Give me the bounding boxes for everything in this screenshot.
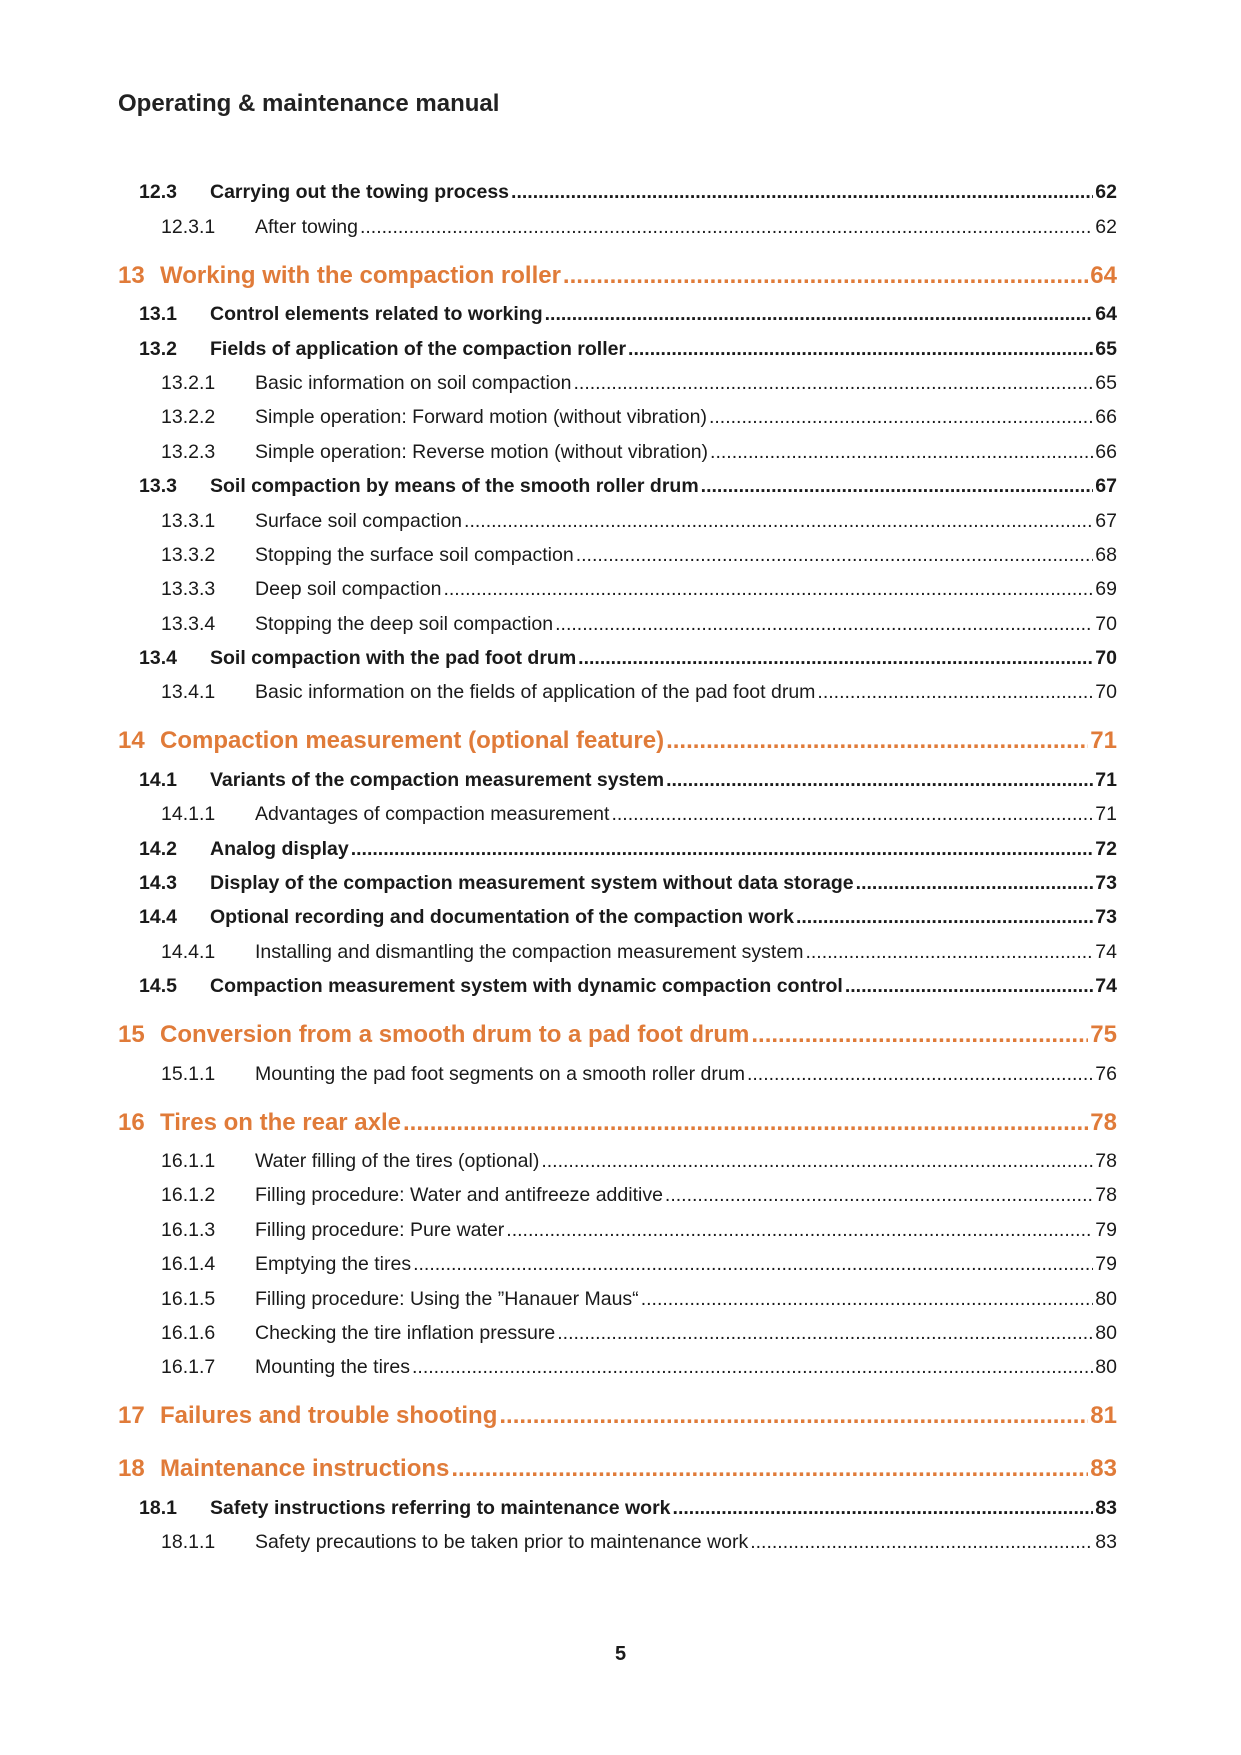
toc-entry-number: 13.3 <box>139 475 177 498</box>
toc-entry-title: Filling procedure: Water and antifreeze additive <box>255 1184 663 1207</box>
toc-entry-page-number: 65 <box>1095 371 1117 394</box>
toc-entry-subsection[interactable] <box>118 1057 1117 1091</box>
toc-entry-subsection[interactable] <box>118 210 1117 244</box>
toc-entry-section[interactable] <box>118 832 1117 866</box>
toc-entry-section[interactable] <box>118 970 1117 1004</box>
toc-entry-number: 18.1.1 <box>161 1531 216 1554</box>
dot-leader <box>511 181 1093 204</box>
toc-entry-line <box>160 1402 1117 1430</box>
toc-entry-line <box>255 216 1117 239</box>
toc-entry-title: Stopping the deep soil compaction <box>255 612 554 635</box>
toc-entry-line <box>210 181 1117 204</box>
toc-entry-line <box>210 906 1117 929</box>
toc-entry-subsection[interactable] <box>118 1213 1117 1247</box>
dot-leader <box>805 941 1093 964</box>
toc-entry-subsection[interactable] <box>118 1317 1117 1351</box>
toc-entry-page-number: 81 <box>1090 1402 1117 1430</box>
toc-entry-subsection[interactable] <box>118 1282 1117 1316</box>
dot-leader <box>545 303 1094 326</box>
dot-leader <box>578 647 1093 670</box>
toc-entry-line <box>255 1219 1117 1242</box>
toc-entry-page-number: 80 <box>1095 1356 1117 1379</box>
toc-entry-number: 17 <box>118 1402 145 1430</box>
dot-leader <box>856 872 1094 895</box>
toc-entry-title: Surface soil compaction <box>255 509 463 532</box>
toc-entry-line <box>255 1322 1117 1345</box>
toc-entry-subsection[interactable] <box>118 1145 1117 1179</box>
toc-entry-page-number: 71 <box>1090 727 1117 755</box>
toc-entry-number: 13.1 <box>139 303 177 326</box>
toc-entry-line <box>210 475 1117 498</box>
toc-entry-title: Maintenance instructions <box>160 1455 450 1483</box>
toc-entry-line <box>255 613 1117 636</box>
toc-entry-number: 16.1.5 <box>161 1287 216 1310</box>
toc-entry-line <box>210 769 1117 792</box>
toc-entry-title: Simple operation: Forward motion (without vibration) <box>255 406 707 429</box>
toc-entry-number: 16.1.6 <box>161 1321 216 1344</box>
toc-entry-page-number: 68 <box>1095 543 1117 566</box>
toc-entry-section[interactable] <box>118 1491 1117 1525</box>
dot-leader <box>666 727 1088 755</box>
toc-entry-title: Soil compaction with the pad foot drum <box>210 647 577 670</box>
toc-entry-section[interactable] <box>118 332 1117 366</box>
toc-entry-page-number: 65 <box>1095 337 1117 360</box>
dot-leader <box>412 1356 1093 1379</box>
toc-entry-page-number: 73 <box>1095 872 1117 895</box>
toc-entry-page-number: 83 <box>1095 1531 1117 1554</box>
toc-entry-number: 15 <box>118 1021 145 1049</box>
toc-entry-title: After towing <box>255 215 358 238</box>
dot-leader <box>541 1150 1093 1173</box>
dot-leader <box>555 613 1093 636</box>
toc-entry-title: Advantages of compaction measurement <box>255 803 610 826</box>
toc-entry-page-number: 71 <box>1095 803 1117 826</box>
toc-entry-title: Fields of application of the compaction roller <box>210 337 627 360</box>
toc-entry-chapter[interactable] <box>118 1004 1117 1057</box>
toc-entry-line <box>210 303 1117 326</box>
toc-entry-line <box>255 803 1117 826</box>
toc-entry-line <box>255 441 1117 464</box>
toc-entry-page-number: 74 <box>1095 940 1117 963</box>
toc-entry-page-number: 67 <box>1095 509 1117 532</box>
toc-entry-title: Deep soil compaction <box>255 578 442 601</box>
toc-entry-section[interactable] <box>118 298 1117 332</box>
toc-entry-title: Working with the compaction roller <box>160 261 561 289</box>
toc-entry-page-number: 66 <box>1095 406 1117 429</box>
toc-entry-page-number: 64 <box>1090 261 1117 289</box>
toc-entry-number: 14.5 <box>139 975 177 998</box>
toc-entry-title: Safety precautions to be taken prior to maintenance work <box>255 1531 749 1554</box>
page-number: 5 <box>614 1643 627 1665</box>
toc-entry-page-number: 83 <box>1095 1496 1117 1519</box>
toc-entry-title: Compaction measurement system with dynamic compaction control <box>210 975 843 998</box>
toc-entry-page-number: 80 <box>1095 1321 1117 1344</box>
toc-entry-chapter[interactable] <box>118 1092 1117 1145</box>
toc-entry-number: 14.3 <box>139 872 177 895</box>
toc-entry-page-number: 70 <box>1095 647 1117 670</box>
toc-entry-title: Installing and dismantling the compaction measurement system <box>255 940 804 963</box>
toc-entry-number: 14.4.1 <box>161 940 216 963</box>
toc-entry-title: Carrying out the towing process <box>210 181 510 204</box>
toc-entry-line <box>160 1455 1117 1483</box>
toc-entry-title: Failures and trouble shooting <box>160 1402 498 1430</box>
toc-entry-subsection[interactable] <box>118 676 1117 710</box>
toc-entry-line <box>160 1021 1117 1049</box>
dot-leader <box>351 838 1094 861</box>
toc-entry-page-number: 78 <box>1095 1184 1117 1207</box>
toc-entry-number: 16.1.2 <box>161 1184 216 1207</box>
dot-leader <box>751 1021 1088 1049</box>
toc-entry-subsection[interactable] <box>118 435 1117 469</box>
dot-leader <box>360 216 1093 239</box>
toc-entry-line <box>255 1150 1117 1173</box>
toc-entry-title: Soil compaction by means of the smooth roller drum <box>210 475 699 498</box>
toc-entry-number: 13.4.1 <box>161 681 216 704</box>
toc-entry-section[interactable] <box>118 763 1117 797</box>
toc-entry-chapter[interactable] <box>118 1385 1117 1438</box>
toc-entry-title: Stopping the surface soil compaction <box>255 543 574 566</box>
toc-entry-line <box>210 1497 1117 1520</box>
toc-entry-page-number: 72 <box>1095 837 1117 860</box>
dot-leader <box>845 975 1093 998</box>
toc-entry-subsection[interactable] <box>118 607 1117 641</box>
toc-entry-title: Mounting the pad foot segments on a smooth roller drum <box>255 1062 745 1085</box>
toc-entry-line <box>255 1184 1117 1207</box>
toc-entry-number: 16.1.3 <box>161 1218 216 1241</box>
toc-entry-subsection[interactable] <box>118 1526 1117 1560</box>
dot-leader <box>666 769 1093 792</box>
toc-entry-title: Tires on the rear axle <box>160 1108 402 1136</box>
toc-entry-number: 16 <box>118 1108 145 1136</box>
toc-entry-page-number: 75 <box>1090 1021 1117 1049</box>
toc-entry-subsection[interactable] <box>118 401 1117 435</box>
table-of-contents <box>118 176 1117 1560</box>
dot-leader <box>641 1288 1094 1311</box>
toc-entry-number: 13.2 <box>139 337 177 360</box>
toc-entry-section[interactable] <box>118 176 1117 210</box>
toc-entry-line <box>255 510 1117 533</box>
toc-entry-number: 14.4 <box>139 906 177 929</box>
toc-entry-number: 13.3.3 <box>161 578 216 601</box>
toc-entry-line <box>210 338 1117 361</box>
toc-entry-line <box>210 647 1117 670</box>
toc-entry-number: 13.2.3 <box>161 440 216 463</box>
toc-entry-subsection[interactable] <box>118 798 1117 832</box>
dot-leader <box>563 262 1088 290</box>
toc-entry-number: 16.1.4 <box>161 1253 216 1276</box>
toc-entry-number: 14.1.1 <box>161 803 216 826</box>
toc-entry-number: 12.3.1 <box>161 215 216 238</box>
toc-entry-page-number: 83 <box>1090 1455 1117 1483</box>
toc-entry-title: Checking the tire inflation pressure <box>255 1321 556 1344</box>
toc-entry-subsection[interactable] <box>118 1179 1117 1213</box>
toc-entry-number: 13.2.1 <box>161 371 216 394</box>
toc-entry-section[interactable] <box>118 867 1117 901</box>
toc-entry-line <box>255 681 1117 704</box>
dot-leader <box>611 803 1093 826</box>
dot-leader <box>413 1253 1093 1276</box>
toc-entry-number: 16.1.7 <box>161 1356 216 1379</box>
toc-entry-page-number: 71 <box>1095 768 1117 791</box>
dot-leader <box>576 544 1094 567</box>
dot-leader <box>817 681 1093 704</box>
dot-leader <box>506 1219 1093 1242</box>
toc-entry-number: 18 <box>118 1455 145 1483</box>
toc-entry-title: Variants of the compaction measurement system <box>210 768 665 791</box>
toc-entry-title: Mounting the tires <box>255 1356 411 1379</box>
toc-entry-title: Safety instructions referring to maintenance work <box>210 1496 671 1519</box>
toc-entry-line <box>255 578 1117 601</box>
toc-entry-page-number: 78 <box>1095 1149 1117 1172</box>
toc-entry-page-number: 62 <box>1095 215 1117 238</box>
dot-leader <box>451 1455 1088 1483</box>
toc-entry-page-number: 70 <box>1095 681 1117 704</box>
toc-entry-subsection[interactable] <box>118 539 1117 573</box>
toc-entry-title: Emptying the tires <box>255 1253 412 1276</box>
toc-entry-page-number: 73 <box>1095 906 1117 929</box>
toc-entry-page-number: 64 <box>1095 303 1117 326</box>
toc-entry-line <box>210 838 1117 861</box>
toc-entry-title: Compaction measurement (optional feature) <box>160 727 665 755</box>
toc-entry-line <box>255 406 1117 429</box>
toc-entry-section[interactable] <box>118 470 1117 504</box>
dot-leader <box>464 510 1093 533</box>
toc-entry-line <box>160 262 1117 290</box>
toc-entry-subsection[interactable] <box>118 1248 1117 1282</box>
dot-leader <box>628 338 1093 361</box>
toc-entry-number: 13.3.4 <box>161 612 216 635</box>
toc-entry-line <box>160 727 1117 755</box>
toc-entry-subsection[interactable] <box>118 1351 1117 1385</box>
toc-entry-number: 12.3 <box>139 181 177 204</box>
toc-entry-page-number: 62 <box>1095 181 1117 204</box>
toc-entry-title: Basic information on soil compaction <box>255 371 572 394</box>
toc-entry-page-number: 78 <box>1090 1108 1117 1136</box>
dot-leader <box>747 1063 1093 1086</box>
dot-leader <box>796 906 1093 929</box>
dot-leader <box>574 372 1094 395</box>
toc-entry-number: 16.1.1 <box>161 1149 216 1172</box>
toc-entry-title: Display of the compaction measurement system without data storage <box>210 872 854 895</box>
dot-leader <box>673 1497 1094 1520</box>
dot-leader <box>403 1109 1088 1137</box>
toc-entry-page-number: 74 <box>1095 975 1117 998</box>
toc-entry-page-number: 76 <box>1095 1062 1117 1085</box>
toc-entry-line <box>255 941 1117 964</box>
toc-entry-title: Simple operation: Reverse motion (without vibration) <box>255 440 709 463</box>
toc-entry-title: Analog display <box>210 837 349 860</box>
toc-entry-number: 14 <box>118 727 145 755</box>
dot-leader <box>557 1322 1093 1345</box>
toc-entry-line <box>255 1356 1117 1379</box>
toc-entry-title: Control elements related to working <box>210 303 543 326</box>
toc-entry-subsection[interactable] <box>118 504 1117 538</box>
toc-entry-line <box>255 372 1117 395</box>
toc-entry-page-number: 80 <box>1095 1287 1117 1310</box>
dot-leader <box>750 1531 1093 1554</box>
toc-entry-title: Basic information on the fields of application of the pad foot drum <box>255 681 816 704</box>
toc-entry-line <box>255 1063 1117 1086</box>
toc-entry-page-number: 79 <box>1095 1218 1117 1241</box>
toc-entry-title: Filling procedure: Pure water <box>255 1218 505 1241</box>
dot-leader <box>665 1184 1093 1207</box>
toc-entry-section[interactable] <box>118 901 1117 935</box>
toc-entry-number: 13.4 <box>139 647 177 670</box>
dot-leader <box>710 441 1093 464</box>
toc-entry-line <box>255 1253 1117 1276</box>
toc-entry-subsection[interactable] <box>118 367 1117 401</box>
toc-entry-chapter[interactable] <box>118 710 1117 763</box>
toc-entry-line <box>210 872 1117 895</box>
document-header-title: Operating & maintenance manual <box>118 90 500 117</box>
toc-entry-line <box>255 1531 1117 1554</box>
toc-entry-number: 13.3.1 <box>161 509 216 532</box>
toc-entry-line <box>255 544 1117 567</box>
toc-entry-subsection[interactable] <box>118 573 1117 607</box>
toc-entry-title: Conversion from a smooth drum to a pad foot drum <box>160 1021 750 1049</box>
toc-entry-number: 13.2.2 <box>161 406 216 429</box>
toc-entry-section[interactable] <box>118 642 1117 676</box>
toc-entry-chapter[interactable] <box>118 245 1117 298</box>
dot-leader <box>443 578 1093 601</box>
toc-entry-page-number: 69 <box>1095 578 1117 601</box>
toc-entry-line <box>210 975 1117 998</box>
toc-entry-page-number: 79 <box>1095 1253 1117 1276</box>
toc-entry-line <box>160 1109 1117 1137</box>
toc-entry-title: Water filling of the tires (optional) <box>255 1149 540 1172</box>
toc-entry-page-number: 66 <box>1095 440 1117 463</box>
toc-entry-number: 18.1 <box>139 1496 177 1519</box>
toc-entry-number: 13 <box>118 261 145 289</box>
toc-entry-page-number: 70 <box>1095 612 1117 635</box>
toc-entry-number: 14.1 <box>139 768 177 791</box>
toc-entry-line <box>255 1288 1117 1311</box>
toc-entry-number: 14.2 <box>139 837 177 860</box>
dot-leader <box>701 475 1094 498</box>
toc-entry-subsection[interactable] <box>118 935 1117 969</box>
toc-entry-page-number: 67 <box>1095 475 1117 498</box>
dot-leader <box>499 1402 1088 1430</box>
toc-entry-chapter[interactable] <box>118 1438 1117 1491</box>
toc-entry-number: 15.1.1 <box>161 1062 216 1085</box>
toc-entry-title: Filling procedure: Using the ”Hanauer Maus“ <box>255 1287 639 1310</box>
toc-entry-number: 13.3.2 <box>161 543 216 566</box>
toc-entry-title: Optional recording and documentation of the compaction work <box>210 906 794 929</box>
dot-leader <box>709 406 1093 429</box>
